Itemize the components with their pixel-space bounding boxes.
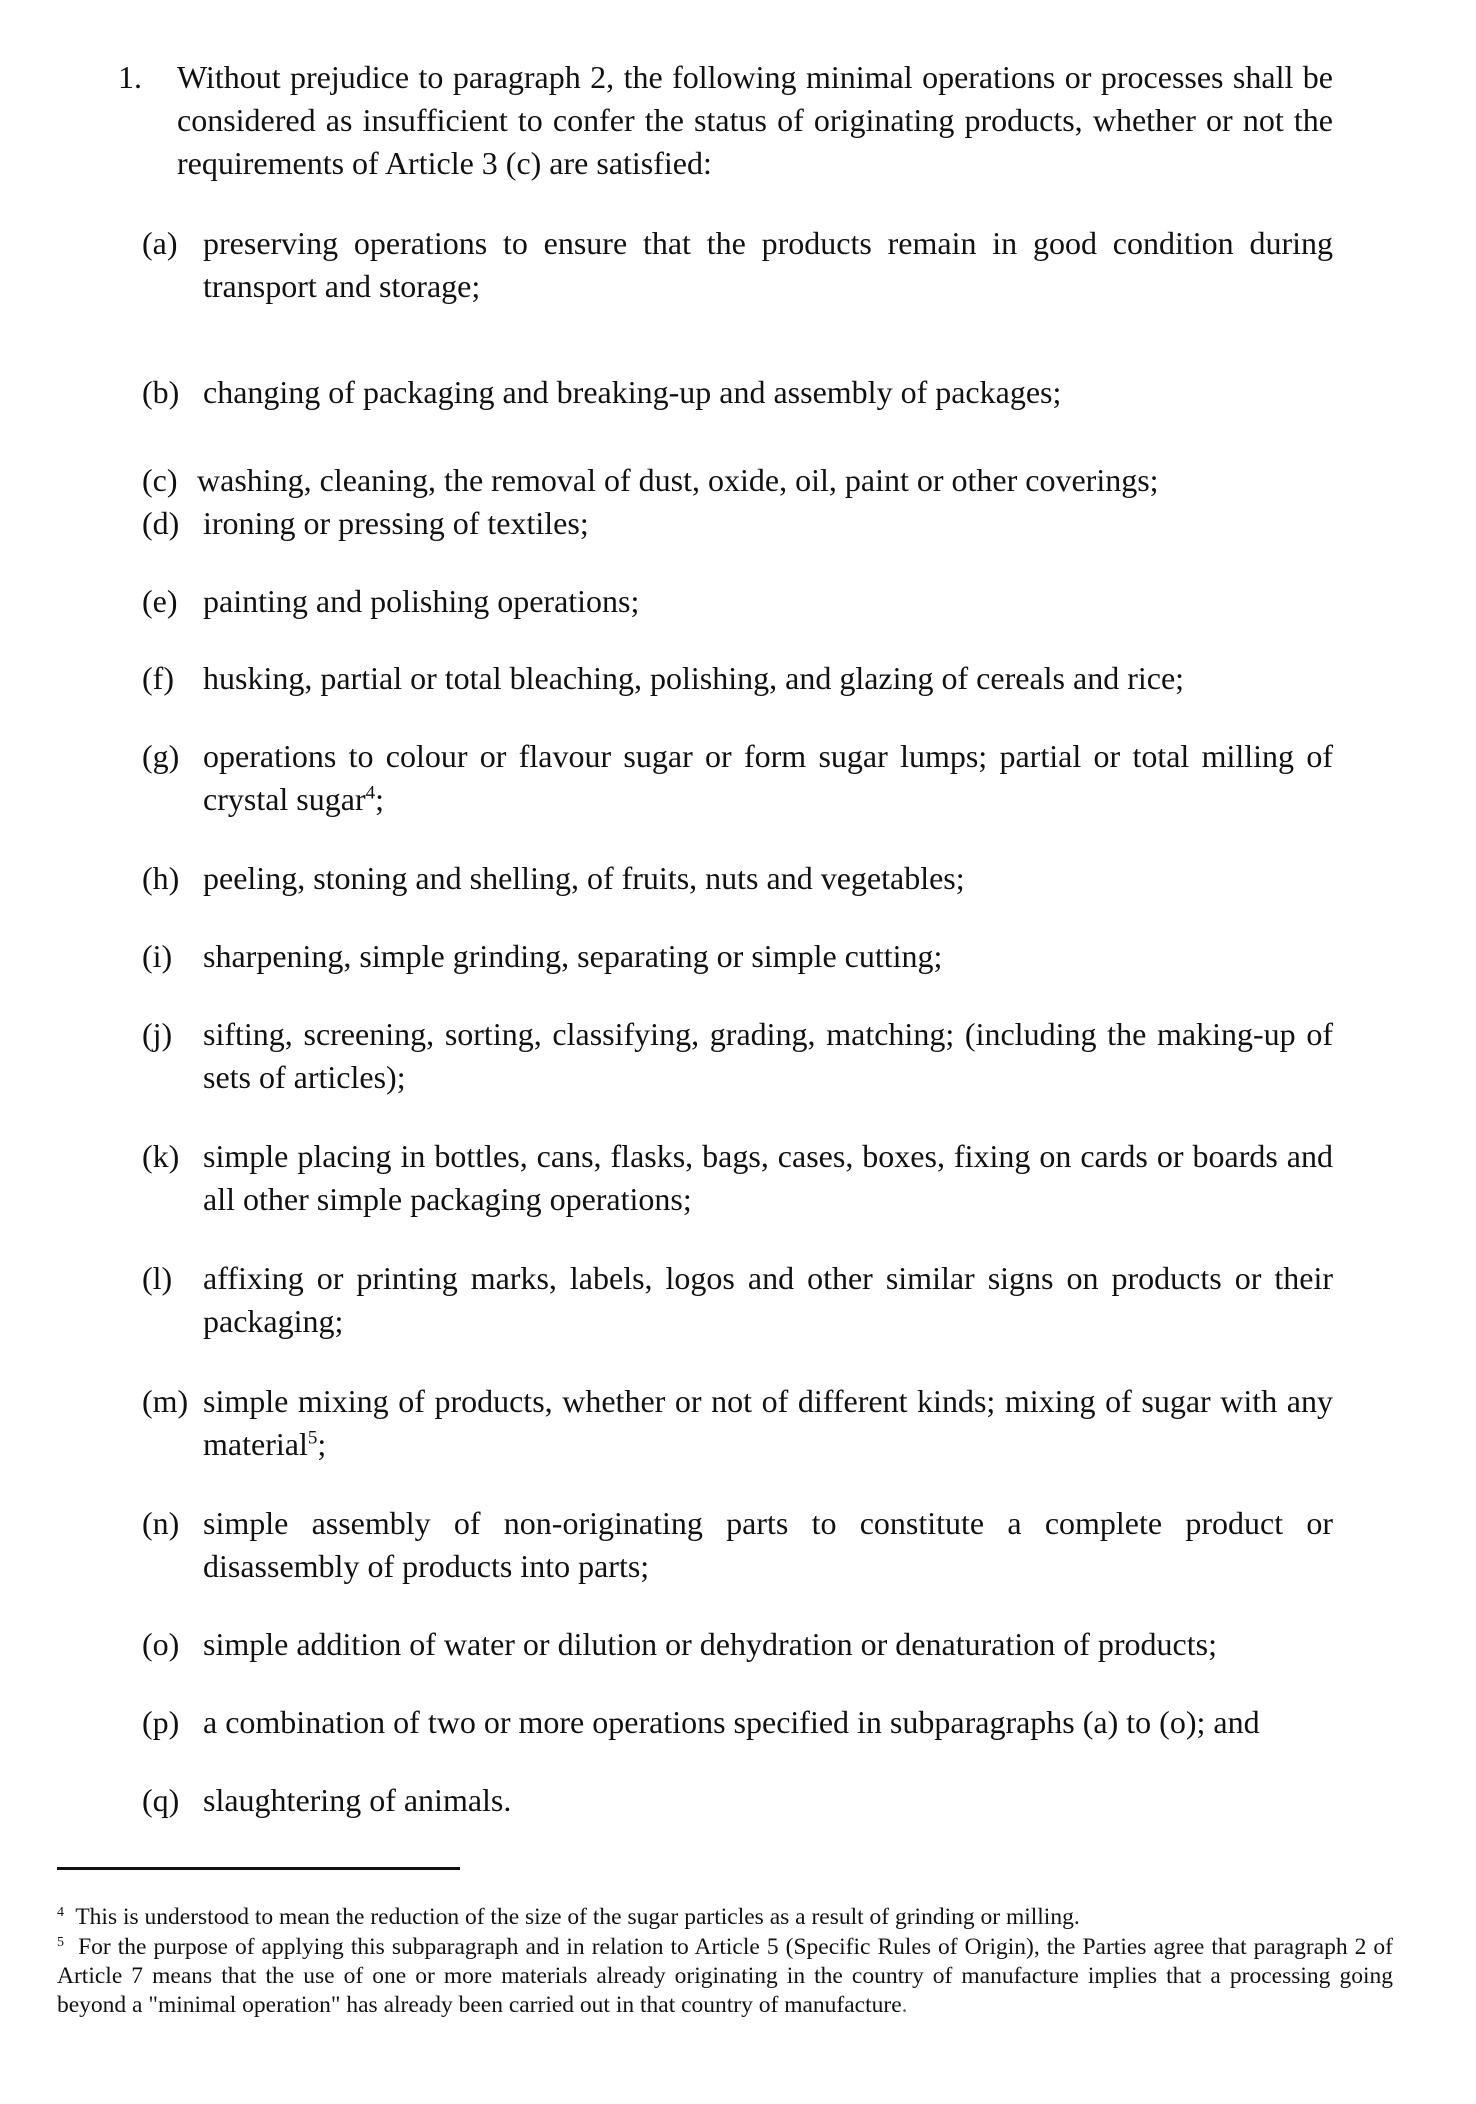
footnote-separator [57,1867,460,1870]
paragraph-text: Without prejudice to paragraph 2, the following minimal operations or processes shall be considered as insufficient to confer the status of originating products, whether or not the requirements of Article 3 (c) are satisfied: [177,59,1333,181]
footnote-number: 4 [57,1905,64,1920]
item-text-body: operations to colour or flavour sugar or form sugar lumps; partial or total milling of crystal sugar [203,738,1333,817]
item-label: (j) [142,1016,173,1052]
item-label: (g) [142,738,180,774]
item-text: peeling, stoning and shelling, of fruits, nuts and vegetables; [203,860,965,896]
item-text: simple assembly of non-originating parts to constitute a complete product or disassembly of products into parts; [203,1505,1333,1584]
item-label: (n) [142,1505,180,1541]
paragraph-number: 1. [118,59,142,95]
item-label: (p) [142,1704,180,1740]
item-text: husking, partial or total bleaching, polishing, and glazing of cereals and rice; [203,660,1185,696]
item-text: changing of packaging and breaking-up and assembly of packages; [203,374,1062,410]
footnote-end-mark: . [901,1992,908,2018]
item-text: washing, cleaning, the removal of dust, oxide, oil, paint or other coverings; [197,462,1159,498]
item-label: (h) [142,860,180,896]
footnote-4 [57,1903,1393,1932]
item-label: (l) [142,1260,173,1296]
item-text-tail: ; [375,781,384,817]
item-text: a combination of two or more operations specified in subparagraphs (a) to (o); and [203,1704,1260,1740]
item-text: sharpening, simple grinding, separating or simple cutting; [203,938,943,974]
item-label: (d) [142,505,180,541]
item-text [203,1380,1333,1466]
item-text: slaughtering of animals. [203,1782,512,1818]
item-label: (f) [142,660,174,696]
footnote-text: This is understood to mean the reduction of the size of the sugar particles as a result of grinding or milling. [75,1904,1080,1930]
item-label: (c) [142,462,178,498]
footnote-ref-5[interactable]: 5 [307,1427,318,1449]
item-text: ironing or pressing of textiles; [203,505,589,541]
footnote-5 [57,1933,1393,2020]
item-label: (k) [142,1138,180,1174]
item-text: affixing or printing marks, labels, logos and other similar signs on products or their packaging; [203,1260,1333,1339]
item-label: (e) [142,583,178,619]
item-text [203,735,1333,821]
item-text: preserving operations to ensure that the products remain in good condition during transport and storage; [203,225,1333,304]
item-label: (o) [142,1626,180,1662]
item-label: (q) [142,1782,180,1818]
item-text: simple addition of water or dilution or dehydration or denaturation of products; [203,1626,1217,1662]
item-text: painting and polishing operations; [203,583,640,619]
footnote-ref-4[interactable]: 4 [365,782,376,804]
item-label: (m) [142,1383,189,1419]
item-text: sifting, screening, sorting, classifying, grading, matching; (including the making-up of sets of articles); [203,1016,1333,1095]
item-text-tail: ; [317,1426,327,1462]
item-text-body: simple mixing of products, whether or not of different kinds; mixing of sugar with any material [203,1383,1333,1462]
footnote-number: 5 [57,1935,64,1950]
footnote-text: For the purpose of applying this subparagraph and in relation to Article 5 (Specific Rules of Origin), the Parties agree that paragraph 2 of Article 7 means that the use of one or more materials already originating in the country of manufacture implies that a processing going beyond a "minimal operation" has already been carried out in that country of manufacture [57,1934,1393,2018]
item-label: (b) [142,374,180,410]
item-text: simple placing in bottles, cans, flasks, bags, cases, boxes, fixing on cards or boards and all other simple packaging operations; [203,1138,1333,1217]
item-label: (i) [142,938,173,974]
item-label: (a) [142,225,178,261]
